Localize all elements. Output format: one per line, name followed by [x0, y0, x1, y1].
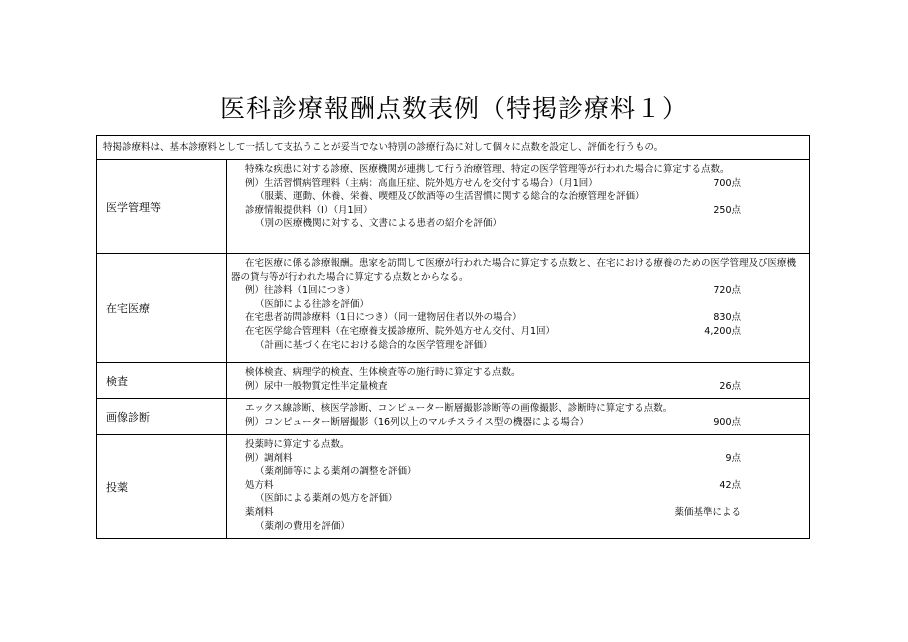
- example-item-text: （医師による薬剤の処方を評価）: [255, 493, 398, 505]
- example-item: [231, 284, 803, 298]
- example-item-text: 診療情報提供料（Ⅰ）（月1回）: [245, 204, 373, 216]
- description-cell: [227, 363, 810, 399]
- description-cell: [227, 435, 810, 539]
- table-row: [97, 160, 810, 254]
- example-item: [231, 416, 803, 430]
- example-item: [231, 479, 803, 493]
- example-item: [231, 217, 803, 231]
- example-item-text: 例）調剤料: [245, 452, 293, 464]
- example-item: [231, 465, 803, 479]
- description-cell: [227, 399, 810, 435]
- page-title: 医科診療報酬点数表例（特掲診療料１）: [219, 94, 688, 123]
- category-description: 投薬時に算定する点数。: [245, 439, 350, 450]
- example-item-text: 例）尿中一般物質定性半定量検査: [245, 380, 388, 392]
- category-description: 特殊な疾患に対する診療、医療機関が連携して行う治療管理、特定の医学管理等が行われた場合に算定する点数。: [245, 164, 730, 175]
- example-item: [231, 177, 803, 191]
- example-item: [231, 452, 803, 466]
- category-cell: 投薬: [97, 435, 227, 539]
- example-item: [231, 380, 803, 394]
- example-item: [231, 325, 803, 339]
- category-cell: 医学管理等: [97, 160, 227, 254]
- example-item: [231, 190, 803, 204]
- example-item-text: （服薬、運動、休養、栄養、喫煙及び飲酒等の生活習慣に関する総合的な治療管理を評価）: [255, 191, 645, 203]
- example-item-text: 在宅医学総合管理料（在宅療養支援診療所、院外処方せん交付、月1回）: [245, 325, 556, 337]
- example-item-points: 720点: [713, 285, 741, 297]
- example-item-text: 処方料: [245, 479, 274, 491]
- example-item-text: 例）生活習慣病管理料（主病：高血圧症、院外処方せんを交付する場合）（月1回）: [245, 177, 598, 189]
- example-item: [231, 492, 803, 506]
- example-item-text: （別の医療機関に対する、文書による患者の紹介を評価）: [255, 218, 503, 230]
- table-row: [97, 254, 810, 363]
- example-item: [231, 520, 803, 534]
- category-description: 検体検査、病理学的検査、生体検査等の施行時に算定する点数。: [245, 367, 521, 378]
- example-item-text: 薬剤料: [245, 506, 274, 518]
- example-item-points: 26点: [719, 380, 741, 392]
- example-item-text: 例）往診料（1回につき）: [245, 285, 356, 297]
- example-item-points: 薬価基準による: [674, 506, 741, 518]
- example-item-points: 700点: [713, 177, 741, 189]
- table-row: [97, 435, 810, 539]
- intro-row: [97, 136, 810, 160]
- example-item: [231, 298, 803, 312]
- example-item-text: （薬剤の費用を評価）: [255, 520, 351, 532]
- category-cell: 検査: [97, 363, 227, 399]
- example-item-text: （医師による往診を評価）: [255, 298, 370, 310]
- example-item-text: （計画に基づく在宅における総合的な医学管理を評価）: [255, 339, 493, 351]
- example-item-points: 250点: [713, 204, 741, 216]
- intro-text: 特掲診療料は、基本診療料として一括して支払うことが妥当でない特別の診療行為に対して個々に点数を設定し、評価を行うもの。: [97, 136, 810, 160]
- category-cell: 画像診断: [97, 399, 227, 435]
- example-item: [231, 339, 803, 353]
- example-item-points: 42点: [719, 479, 741, 491]
- category-description: 在宅医療に係る診療報酬。患家を訪問して医療が行われた場合に算定する点数と、在宅における療養のための医学管理及び医療機器の貸与等が行われた場合に算定する点数とからなる。: [231, 258, 797, 283]
- example-item-text: （薬剤師等による薬剤の調整を評価）: [255, 466, 417, 478]
- example-item: [231, 506, 803, 520]
- example-item-points: 9点: [725, 452, 741, 464]
- description-cell: [227, 254, 810, 363]
- table-row: [97, 363, 810, 399]
- table-row: [97, 399, 810, 435]
- description-cell: [227, 160, 810, 254]
- example-item-points: 830点: [713, 312, 741, 324]
- example-item-text: 在宅患者訪問診療料（1日につき）（同一建物居住者以外の場合）: [245, 312, 522, 324]
- category-description: エックス線診断、核医学診断、コンピューター断層撮影診断等の画像撮影、診断時に算定する点数。: [245, 403, 673, 414]
- example-item-points: 900点: [713, 416, 741, 428]
- example-item-text: 例）コンピューター断層撮影（16列以上のマルチスライス型の機器による場合）: [245, 416, 589, 428]
- example-item: [231, 204, 803, 218]
- category-cell: 在宅医療: [97, 254, 227, 363]
- example-item: [231, 311, 803, 325]
- example-item-points: 4,200点: [704, 325, 741, 337]
- fee-table: [96, 135, 810, 539]
